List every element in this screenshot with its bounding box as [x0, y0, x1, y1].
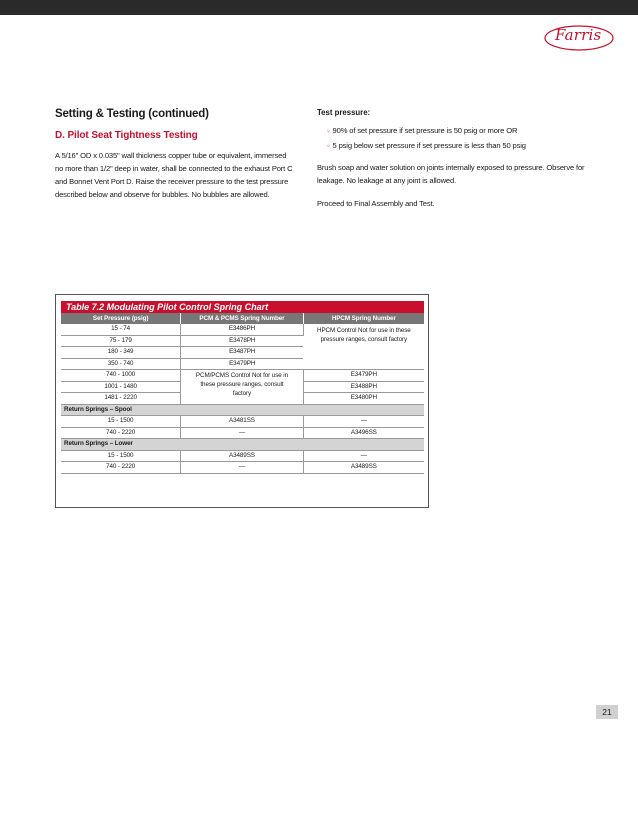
table-row: [61, 450, 424, 462]
table-cell: A3489SS: [303, 462, 424, 474]
table-cell: 740 - 2220: [61, 427, 181, 439]
table-cell: E3488PH: [303, 381, 424, 393]
table-cell: 75 - 179: [61, 335, 181, 347]
table-cell: A3481SS: [181, 416, 303, 428]
table-row: [61, 462, 424, 474]
subsection-heading: D. Pilot Seat Tightness Testing: [55, 130, 198, 141]
table-cell: E3479PH: [181, 358, 303, 370]
table-cell: E3487PH: [181, 347, 303, 359]
table-row: [61, 416, 424, 428]
table-cell: 740 - 1000: [61, 370, 181, 382]
table-row: [61, 324, 424, 335]
column-header: HPCM Spring Number: [303, 313, 424, 324]
leak-paragraph: Brush soap and water solution on joints internally exposed to pressure. Observe for leakage. No leakage at any joint is allowed.: [317, 163, 585, 185]
bullet-icon: ◦: [327, 141, 330, 150]
column-header: Set Pressure (psig): [61, 313, 181, 324]
table-cell: E3486PH: [181, 324, 303, 335]
spring-chart-table: [55, 294, 429, 508]
section-label: Return Springs – Lower: [61, 439, 424, 451]
table-title: Table 7.2 Modulating Pilot Control Spring Chart: [61, 301, 424, 313]
table-cell: E3480PH: [303, 393, 424, 405]
column-header: PCM & PCMS Spring Number: [181, 313, 303, 324]
table-cell: —: [181, 462, 303, 474]
section-label: Return Springs – Spool: [61, 404, 424, 416]
section-heading: Setting & Testing (continued): [55, 108, 209, 120]
left-column: [55, 108, 295, 201]
header-bar: [0, 0, 638, 15]
table-header-row: [61, 313, 424, 324]
table-cell: 180 - 349: [61, 347, 181, 359]
section-row: [61, 439, 424, 451]
logo-text: Farris: [555, 26, 602, 44]
table-row: [61, 427, 424, 439]
test-pressure-title: Test pressure:: [317, 108, 371, 117]
table-cell: E3478PH: [181, 335, 303, 347]
table-cell: 740 - 2220: [61, 462, 181, 474]
table-cell: E3479PH: [303, 370, 424, 382]
bullet-item: ◦ 90% of set pressure if set pressure is 50 psig or more OR: [327, 126, 518, 135]
table-cell: 1001 - 1480: [61, 381, 181, 393]
bullet-item: ◦ 5 psig below set pressure if set pressure is less than 50 psig: [327, 141, 526, 150]
section-row: [61, 404, 424, 416]
table-cell: 1481 - 2220: [61, 393, 181, 405]
hpcm-note-cell: HPCM Control Not for use in these pressure ranges, consult factory: [303, 324, 424, 370]
table-cell: A3489SS: [181, 450, 303, 462]
pcm-note-cell: PCM/PCMS Control Not for use in these pressure ranges, consult factory: [181, 370, 303, 405]
table-cell: 350 - 740: [61, 358, 181, 370]
body-paragraph: A 5/16" OD x 0.035" wall thickness copper tube or equivalent, immersed no more than 1/2" deep in water, shall be connected to the exhaust Port C and Bonnet Vent Port D. Raise the receiver pressure to the test pressure described below and observe for bubbles. No bubbles are allowed.: [55, 151, 293, 199]
table-cell: A3496SS: [303, 427, 424, 439]
table-cell: —: [181, 427, 303, 439]
table-cell: —: [303, 416, 424, 428]
table-cell: 15 - 1500: [61, 416, 181, 428]
proceed-paragraph: Proceed to Final Assembly and Test.: [317, 199, 435, 208]
table-row: [61, 370, 424, 382]
right-column: [317, 108, 587, 210]
spring-table: [61, 313, 424, 474]
table-cell: 15 - 74: [61, 324, 181, 335]
table-cell: 15 - 1500: [61, 450, 181, 462]
bullet-icon: ◦: [327, 126, 330, 135]
farris-logo: [543, 24, 615, 54]
page-number: 21: [596, 705, 618, 719]
table-cell: —: [303, 450, 424, 462]
